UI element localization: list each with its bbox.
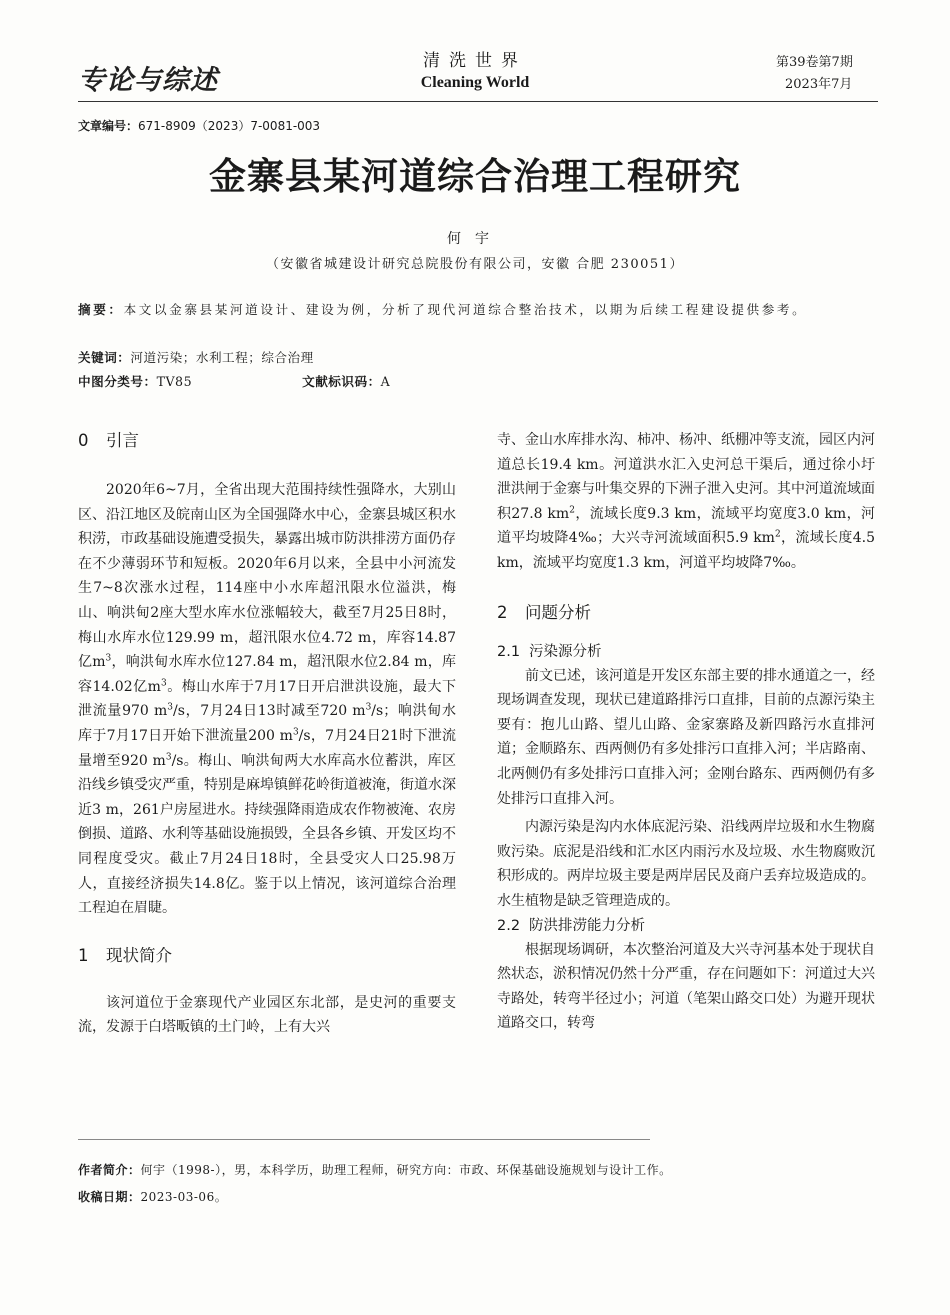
doc-code-value: A: [380, 374, 391, 389]
classification: [78, 370, 878, 393]
column-label: 专论与综述: [78, 65, 218, 96]
abstract-label: 摘要：: [78, 302, 124, 317]
section-heading-1: 1 现状简介: [78, 945, 172, 965]
right-column: [497, 428, 875, 1036]
keywords-text: 河道污染；水利工程；综合治理: [130, 350, 314, 365]
section-heading-2: 2 问题分析: [497, 602, 591, 622]
author-affiliation: （安徽省城建设计研究总院股份有限公司，安徽 合肥 230051）: [266, 257, 684, 272]
footnote-rule: [78, 1139, 650, 1140]
author-bio-label: 作者简介：: [78, 1163, 141, 1177]
issue-date: 2023年7月: [785, 77, 853, 92]
paragraph-status-continued: 寺、金山水库排水沟、柿冲、杨冲、纸棚冲等支流，园区内河道总长19.4 km。河道洪水汇入史河总干渠后，通过徐小圩泄洪闸于金寨与叶集交界的下洲子泄入史河。其中河道流域面积27.8 $km^2$，流域长度9.3 km，流域平均宽度3.0 km，河道平均坡降4‰；大兴寺河流域面积5.9 $km^2$，流域长度4.5 km，流域平均宽度1.3 km，河道平均坡降7‰。: [497, 432, 875, 571]
article-id-label: 文章编号：: [78, 119, 139, 133]
header-rule: [78, 101, 878, 102]
author-bio: [78, 1161, 672, 1178]
doc-code-label: 文献标识码：: [302, 374, 381, 389]
journal-title-en: Cleaning World: [420, 74, 530, 91]
volume-number: 第39卷第7期: [776, 55, 853, 70]
article-id: [78, 117, 320, 134]
paragraph-status-start: 该河道位于金寨现代产业园区东北部，是史河的重要支流，发源于白塔畈镇的土门岭，上有大兴: [78, 994, 456, 1036]
keywords: [78, 346, 878, 369]
author-bio-text: 何宇（1998-），男，本科学历，助理工程师，研究方向：市政、环保基础设施规划与设计工作。: [140, 1163, 672, 1177]
abstract: [78, 298, 878, 321]
subsection-heading-2-2: 2.2 防洪排涝能力分析: [497, 917, 645, 934]
section-heading-0: 0 引言: [78, 431, 139, 450]
received-date: [78, 1188, 227, 1205]
author-name: 何宇: [447, 231, 503, 247]
received-date-value: 2023-03-06。: [140, 1190, 228, 1204]
clc-label: 中图分类号：: [78, 374, 157, 389]
paragraph-pollution-1: 前文已述，该河道是开发区东部主要的排水通道之一，经现场调查发现，现状已建道路排污口直排，目前的点源污染主要有：抱儿山路、望儿山路、金家寨路及新四路污水直排河道；金顺路东、西两侧仍有多处排污口直排入河；半店路南、北两侧仍有多处排污口直排入河；金刚台路东、西两侧仍有多处排污口直排入河。: [497, 667, 875, 807]
subsection-heading-2-1: 2.1 污染源分析: [497, 643, 602, 660]
paragraph-intro: 2020年6~7月，全省出现大范围持续性强降水，大别山区、沿江地区及皖南山区为全国强降水中心，金寨县城区积水积涝，市政基础设施遭受损失，暴露出城市防洪排涝方面仍存在不少薄弱环节和短板。2020年6月以来，全县中小河流发生7~8次涨水过程，114座中小水库超汛限水位溢洪，梅山、响洪甸2座大型水库水位涨幅较大，截至7月25日8时，梅山水库水位129.99 m，超汛限水位4.72 m，库容14.87亿$m^3$，响洪甸水库水位127.84 m，超汛限水位2.84 m，库容14.02亿$m^3$。梅山水库于7月17日开启泄洪设施，最大下泄流量970 $m^3/s$，7月24日13时减至720 $m^3/s$；响洪甸水库于7月17日开始下泄流量200 $m^3/s$，7月24日21时下泄流量增至920 $m^3/s$。梅山、响洪甸两大水库高水位蓄洪，库区沿线乡镇受灾严重，特别是麻埠镇鲜花岭街道被淹，街道水深近3 m，261户房屋进水。持续强降雨造成农作物被淹、农房倒损、道路、水利等基础设施损毁，全县各乡镇、开发区均不同程度受灾。截止7月24日18时，全县受灾人口25.98万人，直接经济损失14.8亿。鉴于以上情况，该河道综合治理工程迫在眉睫。: [78, 482, 457, 917]
keywords-label: 关键词：: [78, 350, 131, 365]
abstract-text: 本文以金寨县某河道设计、建设为例，分析了现代河道综合整治技术，以期为后续工程建设提供参考。: [123, 302, 808, 317]
volume-info: [776, 52, 853, 96]
paragraph-pollution-2: 内源污染是沟内水体底泥污染、沿线两岸垃圾和水生物腐败污染。底泥是沿线和汇水区内雨污水及垃圾、水生物腐败沉积形成的。两岸垃圾主要是两岸居民及商户丢弃垃圾造成的。水生植物是缺乏管理造成的。: [497, 819, 875, 909]
journal-title-cn: 清洗世界: [423, 51, 527, 71]
received-date-label: 收稿日期：: [78, 1190, 141, 1204]
clc-value: TV85: [156, 374, 193, 389]
paragraph-flood-1: 根据现场调研，本次整治河道及大兴寺河基本处于现状自然状态，淤积情况仍然十分严重，存在问题如下：河道过大兴寺路处，转弯半径过小；河道（笔架山路交口处）为避开现状道路交口，转弯: [497, 941, 875, 1032]
page-title: 金寨县某河道综合治理工程研究: [209, 155, 741, 198]
left-column: [78, 428, 456, 1040]
article-id-value: 671-8909（2023）7-0081-003: [138, 119, 321, 133]
